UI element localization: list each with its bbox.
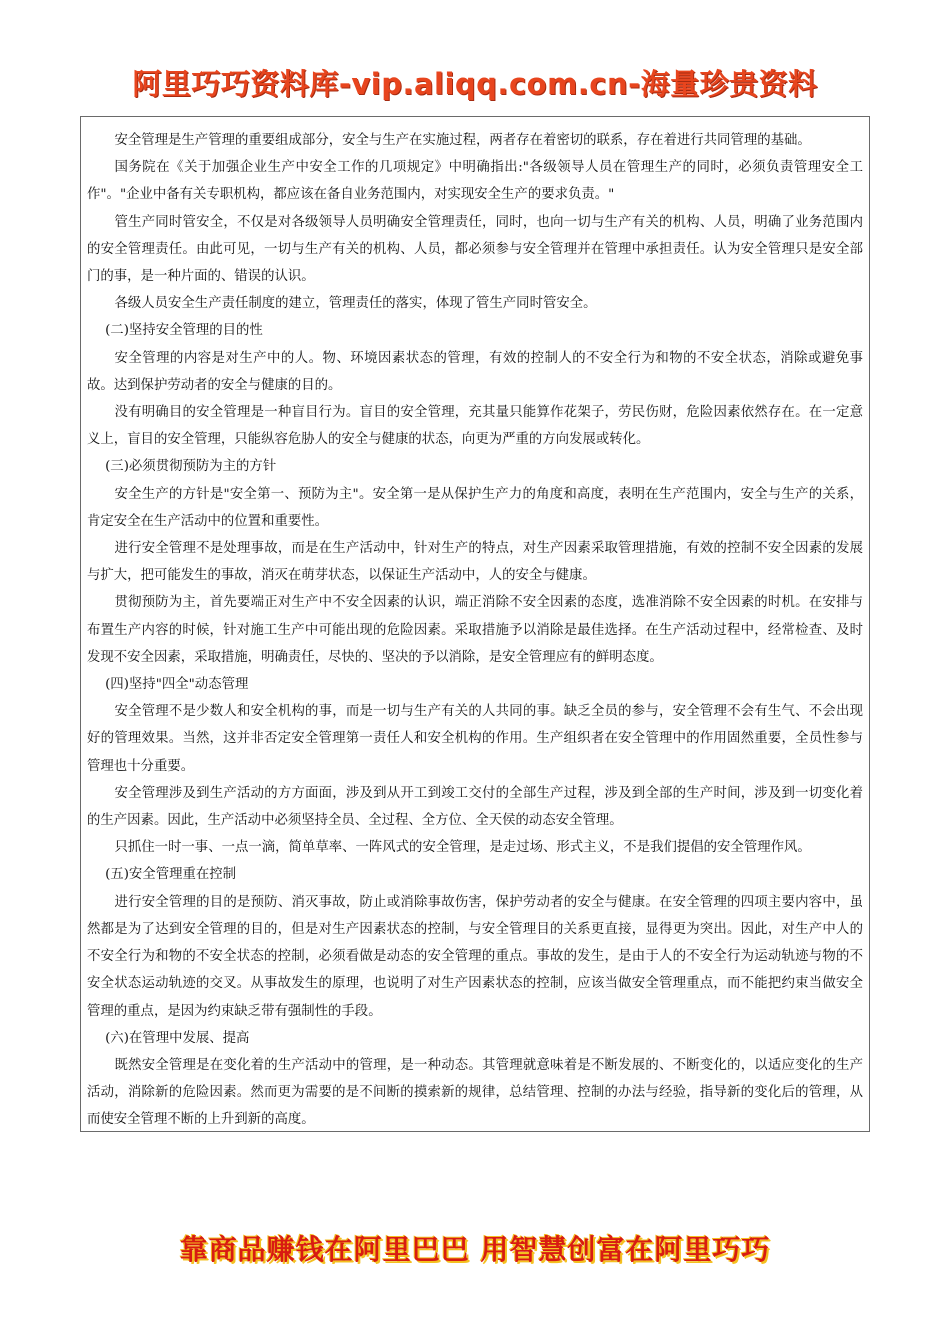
paragraph: 安全生产的方针是"安全第一、预防为主"。安全第一是从保护生产力的角度和高度，表明在生产范围内，安全与生产的关系，肯定安全在生产活动中的位置和重要性。 xyxy=(87,486,863,529)
section-heading: (四)坚持"四全"动态管理 xyxy=(105,677,249,693)
paragraph: 没有明确目的安全管理是一种盲目行为。盲目的安全管理，充其量只能算作花架子，劳民伤财，危险因素依然存在。在一定意义上，盲目的安全管理，只能纵容危胁人的安全与健康的状态，向更为严重的方向发展或转化。 xyxy=(87,405,863,448)
document-body xyxy=(80,116,870,1132)
section-heading: (五)安全管理重在控制 xyxy=(105,867,237,883)
footer-banner: 靠商品赚钱在阿里巴巴 用智慧创富在阿里巧巧 xyxy=(179,1233,771,1266)
paragraph: 贯彻预防为主，首先要端正对生产中不安全因素的认识，端正消除不安全因素的态度，选准消除不安全因素的时机。在安排与布置生产内容的时候，针对施工生产中可能出现的危险因素。采取措施予以消除是最佳选择。在生产活动过程中，经常检查、及时发现不安全因素，采取措施，明确责任，尽快的、坚决的予以消除，是安全管理应有的鲜明态度。 xyxy=(87,595,863,665)
section-heading: (六)在管理中发展、提高 xyxy=(105,1030,250,1046)
paragraph: 安全管理不是少数人和安全机构的事，而是一切与生产有关的人共同的事。缺乏全员的参与，安全管理不会有生气、不会出现好的管理效果。当然，这并非否定安全管理第一责任人和安全机构的作用。生产组织者在安全管理中的作用固然重要，全员性参与管理也十分重要。 xyxy=(87,704,863,774)
paragraph: 管生产同时管安全，不仅是对各级领导人员明确安全管理责任，同时，也向一切与生产有关的机构、人员，明确了业务范围内的安全管理责任。由此可见，一切与生产有关的机构、人员，都必须参与安全管理并在管理中承担责任。认为安全管理只是安全部门的事，是一种片面的、错误的认识。 xyxy=(87,214,863,285)
section-heading: (二)坚持安全管理的目的性 xyxy=(105,323,263,339)
paragraph: 安全管理涉及到生产活动的方方面面，涉及到从开工到竣工交付的全部生产过程，涉及到全部的生产时间，涉及到一切变化着的生产因素。因此，生产活动中必须坚持全员、全过程、全方位、全天侯的动态安全管理。 xyxy=(87,785,863,829)
paragraph: 安全管理的内容是对生产中的人。物、环境因素状态的管理，有效的控制人的不安全行为和物的不安全状态，消除或避免事故。达到保护劳动者的安全与健康的目的。 xyxy=(87,350,863,393)
paragraph: 进行安全管理不是处理事故，而是在生产活动中，针对生产的特点，对生产因素采取管理措施，有效的控制不安全因素的发展与扩大，把可能发生的事故，消灭在萌芽状态，以保证生产活动中，人的安全与健康。 xyxy=(87,541,863,584)
paragraph: 进行安全管理的目的是预防、消灭事故，防止或消除事故伤害，保护劳动者的安全与健康。在安全管理的四项主要内容中，虽然都是为了达到安全管理的目的，但是对生产因素状态的控制，与安全管理目的关系更直接，显得更为突出。因此，对生产中人的不安全行为和物的不安全状态的控制，必须看做是动态的安全管理的重点。事故的发生，是由于人的不安全行为运动轨迹与物的不安全状态运动轨迹的交叉。从事故发生的原理，也说明了对生产因素状态的控制，应该当做安全管理重点，而不能把约束当做安全管理的重点，是因为约束缺乏带有强制性的手段。 xyxy=(87,894,863,1019)
paragraph: 既然安全管理是在变化着的生产活动中的管理，是一种动态。其管理就意味着是不断发展的、不断变化的，以适应变化的生产活动，消除新的危险因素。然而更为需要的是不间断的摸索新的规律，总结管理、控制的办法与经验，指导新的变化后的管理，从而使安全管理不断的上升到新的高度。 xyxy=(87,1057,863,1128)
paragraph: 安全管理是生产管理的重要组成部分，安全与生产在实施过程，两者存在着密切的联系，存在着进行共同管理的基础。 xyxy=(114,133,811,148)
paragraph: 国务院在《关于加强企业生产中安全工作的几项规定》中明确指出:"各级领导人员在管理生产的同时，必须负责管理安全工作"。"企业中备有关专职机构，都应该在备自业务范围内，对实现安全生产的要求负责。" xyxy=(87,160,863,203)
section-heading: (三)必须贯彻预防为主的方针 xyxy=(105,459,277,475)
paragraph: 只抓住一时一事、一点一滴，简单草率、一阵风式的安全管理，是走过场、形式主义，不是我们提倡的安全管理作风。 xyxy=(114,840,811,856)
header-banner: 阿里巧巧资料库-vip.aliqq.com.cn-海量珍贵资料 xyxy=(132,67,818,101)
paragraph: 各级人员安全生产责任制度的建立，管理责任的落实，体现了管生产同时管安全。 xyxy=(114,296,597,312)
